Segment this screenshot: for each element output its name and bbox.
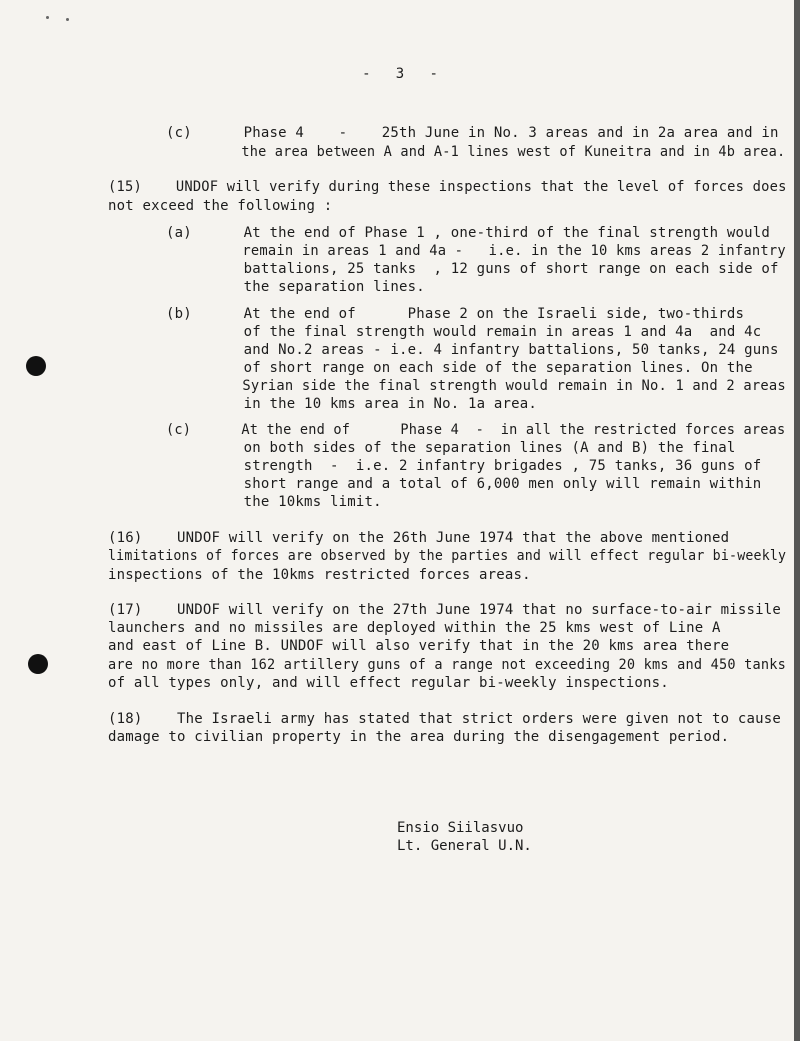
- text-line: of the final strength would remain in areas 1 and 4a and 4c: [166, 324, 762, 340]
- text-line: and No.2 areas - i.e. 4 infantry battalions, 50 tanks, 24 guns: [166, 342, 779, 358]
- signatory-name: Ensio Siilasvuo: [397, 820, 524, 836]
- text-line: (16) UNDOF will verify on the 26th June 1974 that the above mentioned: [108, 530, 730, 546]
- signatory-title: Lt. General U.N.: [397, 838, 532, 854]
- page-number: - 3 -: [362, 66, 438, 82]
- text-line: (15) UNDOF will verify during these inspections that the level of forces does: [108, 179, 787, 195]
- text-line: (c) Phase 4 - 25th June in No. 3 areas and in 2a area and in: [166, 125, 779, 141]
- text-line: battalions, 25 tanks , 12 guns of short range on each side of: [166, 261, 779, 277]
- punch-hole: [28, 654, 48, 674]
- scan-speck: [46, 16, 49, 19]
- text-line: limitations of forces are observed by the parties and will effect regular bi-weekly: [108, 548, 787, 564]
- text-line: short range and a total of 6,000 men only will remain within: [166, 476, 762, 492]
- scan-edge: [794, 0, 800, 1041]
- text-line: the area between A and A-1 lines west of Kuneitra and in 4b area.: [166, 144, 786, 160]
- text-line: (18) The Israeli army has stated that strict orders were given not to cause: [108, 711, 782, 727]
- text-line: the 10kms limit.: [166, 494, 382, 510]
- text-line: and east of Line B. UNDOF will also verify that in the 20 kms area there: [108, 638, 730, 654]
- text-line: not exceed the following :: [108, 198, 333, 214]
- text-line: Syrian side the final strength would remain in No. 1 and 2 areas: [166, 378, 786, 394]
- text-line: inspections of the 10kms restricted forces areas.: [108, 567, 531, 583]
- text-line: (a) At the end of Phase 1 , one-third of the final strength would: [166, 225, 771, 241]
- text-line: remain in areas 1 and 4a - i.e. in the 10 kms areas 2 infantry: [166, 243, 786, 259]
- text-line: strength - i.e. 2 infantry brigades , 75 tanks, 36 guns of: [166, 458, 762, 474]
- text-line: (c) At the end of Phase 4 - in all the restricted forces areas: [166, 422, 786, 438]
- scan-speck: [66, 18, 69, 21]
- text-line: of short range on each side of the separation lines. On the: [166, 360, 753, 376]
- text-line: are no more than 162 artillery guns of a range not exceeding 20 kms and 450 tanks: [108, 657, 786, 673]
- text-line: of all types only, and will effect regular bi-weekly inspections.: [108, 675, 669, 691]
- text-line: (17) UNDOF will verify on the 27th June 1974 that no surface-to-air missile: [108, 602, 782, 618]
- text-line: damage to civilian property in the area during the disengagement period.: [108, 729, 730, 745]
- text-line: (b) At the end of Phase 2 on the Israeli side, two-thirds: [166, 306, 745, 322]
- text-line: in the 10 kms area in No. 1a area.: [166, 396, 538, 412]
- text-line: on both sides of the separation lines (A and B) the final: [166, 440, 736, 456]
- text-line: launchers and no missiles are deployed within the 25 kms west of Line A: [108, 620, 721, 636]
- text-line: the separation lines.: [166, 279, 425, 295]
- punch-hole: [26, 356, 46, 376]
